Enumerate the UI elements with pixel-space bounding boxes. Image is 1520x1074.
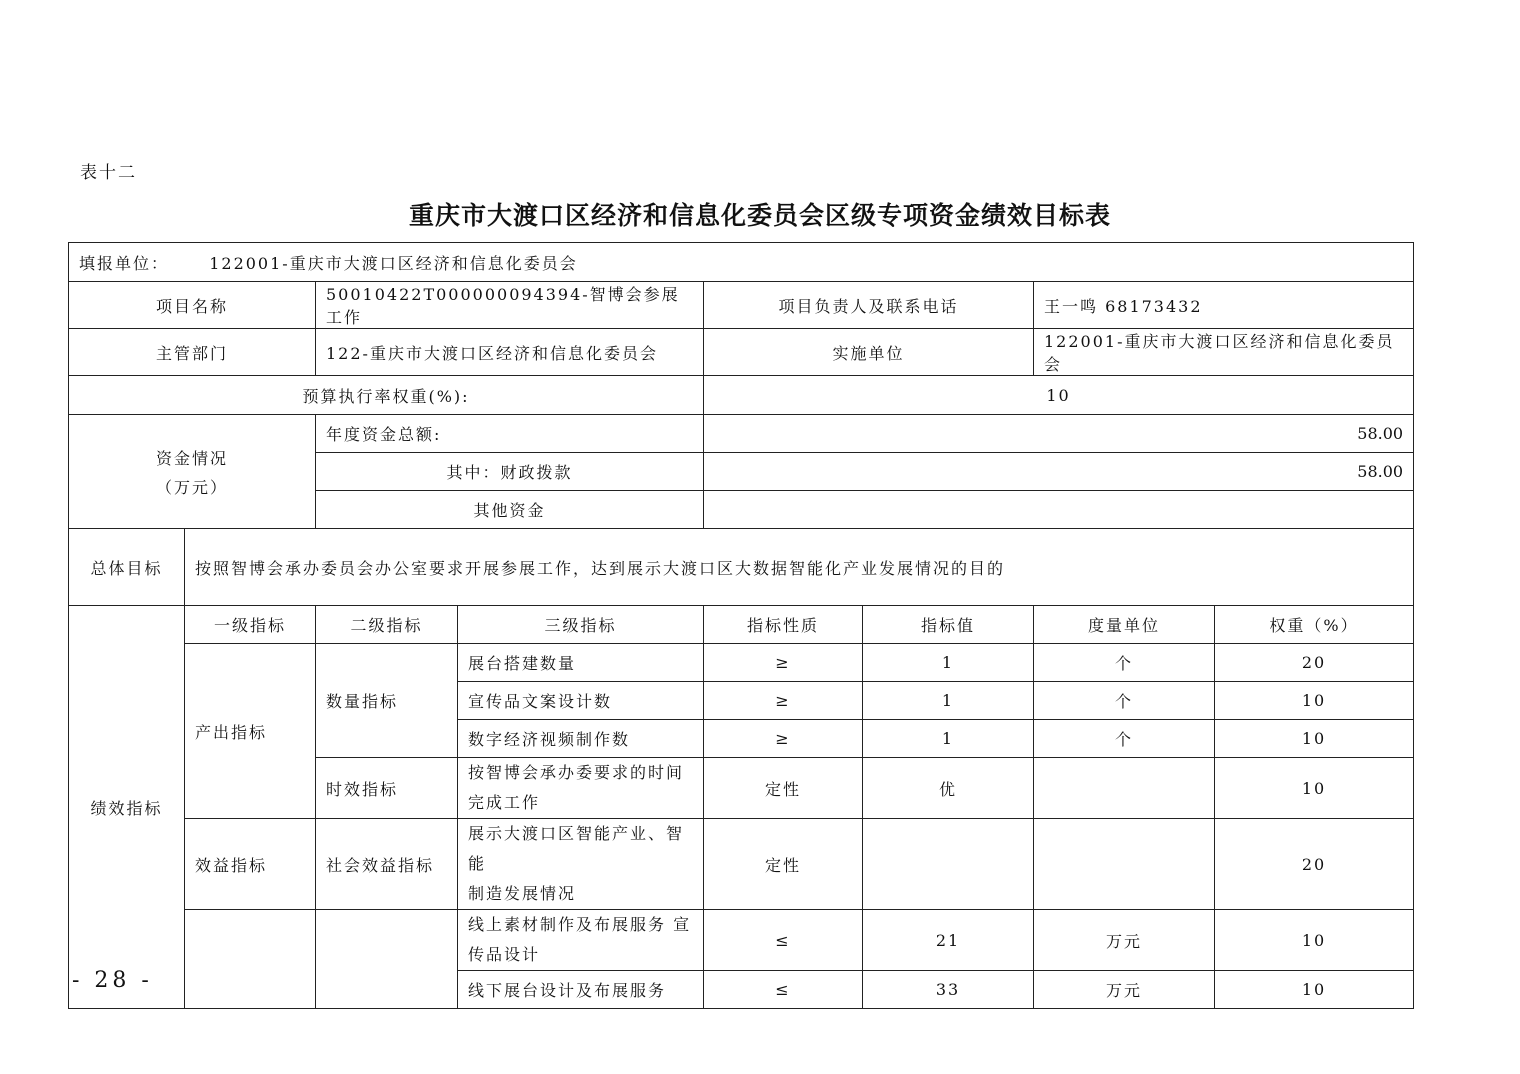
- indicator-weight: 10: [1215, 682, 1414, 720]
- indicator-name: 数字经济视频制作数: [458, 720, 704, 758]
- funds-total-row: [69, 415, 1414, 453]
- funds-label-line1: 资金情况: [155, 448, 228, 468]
- indicator-unit: 万元: [1034, 971, 1215, 1009]
- table-row: [69, 819, 1414, 910]
- funds-other-value: [704, 491, 1414, 529]
- indicator-unit: 个: [1034, 644, 1215, 682]
- indicator-nature: ≥: [704, 682, 863, 720]
- output-indicator-label: 产出指标: [185, 644, 316, 819]
- funds-other-label: 其他资金: [316, 491, 704, 529]
- indicator-value: 1: [863, 644, 1034, 682]
- indicator-weight: 20: [1215, 644, 1414, 682]
- header-unit: 度量单位: [1034, 606, 1215, 644]
- funds-fiscal-value: 58.00: [704, 453, 1414, 491]
- indicator-value: 1: [863, 720, 1034, 758]
- overall-goal-text: 按照智博会承办委员会办公室要求开展参展工作，达到展示大渡口区大数据智能化产业发展情况的目的: [185, 529, 1414, 606]
- indicator-name: [458, 758, 704, 819]
- indicator-value: 33: [863, 971, 1034, 1009]
- funds-total-value: 58.00: [704, 415, 1414, 453]
- indicator-value: 1: [863, 682, 1034, 720]
- funds-label: [69, 415, 316, 529]
- indicator-value: [863, 819, 1034, 910]
- indicator-name-line2: 传品设计: [468, 945, 541, 964]
- document-title: 重庆市大渡口区经济和信息化委员会区级专项资金绩效目标表: [408, 201, 1111, 230]
- indicator-name: [458, 819, 704, 910]
- indicator-weight: 10: [1215, 971, 1414, 1009]
- indicator-nature: ≥: [704, 720, 863, 758]
- table-row: [69, 910, 1414, 971]
- page-number: - 28 -: [72, 968, 153, 993]
- department-row: [69, 329, 1414, 376]
- indicator-name-line1: 按智博会承办委要求的时间: [468, 763, 685, 782]
- funds-label-line2: （万元）: [155, 477, 228, 497]
- filing-unit-row: [69, 243, 1414, 282]
- indicator-weight: 10: [1215, 910, 1414, 971]
- indicator-unit: 万元: [1034, 910, 1215, 971]
- indicator-weight: 10: [1215, 758, 1414, 819]
- header-value: 指标值: [863, 606, 1034, 644]
- indicator-nature: 定性: [704, 819, 863, 910]
- empty-level1-cell: [185, 910, 316, 1009]
- filing-unit-label: 填报单位：: [79, 253, 170, 273]
- indicator-weight: 10: [1215, 720, 1414, 758]
- header-level3: 三级指标: [458, 606, 704, 644]
- project-name-row: [69, 282, 1414, 329]
- filing-unit-cell: [69, 243, 1414, 282]
- project-name-label: 项目名称: [69, 282, 316, 329]
- indicator-name: 宣传品文案设计数: [458, 682, 704, 720]
- budget-weight-value: 10: [704, 376, 1414, 415]
- filing-unit-value: 122001-重庆市大渡口区经济和信息化委员会: [209, 253, 578, 273]
- project-contact-value: 王一鸣 68173432: [1034, 282, 1414, 329]
- funds-total-label: 年度资金总额:: [316, 415, 704, 453]
- indicator-nature: ≤: [704, 971, 863, 1009]
- indicator-name-line2: 完成工作: [468, 793, 541, 812]
- budget-weight-label: 预算执行率权重(%):: [69, 376, 704, 415]
- table-label: 表十二: [80, 163, 137, 183]
- overall-goal-row: [69, 529, 1414, 606]
- indicator-unit: 个: [1034, 682, 1215, 720]
- project-contact-label: 项目负责人及联系电话: [704, 282, 1034, 329]
- indicators-section-label: 绩效指标: [69, 606, 185, 1009]
- indicator-header-row: [69, 606, 1414, 644]
- implementing-unit-value: 122001-重庆市大渡口区经济和信息化委员会: [1034, 329, 1414, 376]
- budget-weight-row: [69, 376, 1414, 415]
- indicator-name-line1: 展示大渡口区智能产业、智能: [468, 824, 685, 873]
- benefit-indicator-label: 效益指标: [185, 819, 316, 910]
- table-row: [69, 644, 1414, 682]
- department-value: 122-重庆市大渡口区经济和信息化委员会: [316, 329, 704, 376]
- timeliness-indicator-label: 时效指标: [316, 758, 458, 819]
- indicator-nature: 定性: [704, 758, 863, 819]
- implementing-unit-label: 实施单位: [704, 329, 1034, 376]
- header-weight: 权重（%）: [1215, 606, 1414, 644]
- indicator-value: 优: [863, 758, 1034, 819]
- project-name-value: 50010422T000000094394-智博会参展工作: [316, 282, 704, 329]
- indicator-weight: 20: [1215, 819, 1414, 910]
- empty-level2-cell: [316, 910, 458, 1009]
- social-benefit-indicator-label: 社会效益指标: [316, 819, 458, 910]
- indicator-unit: [1034, 819, 1215, 910]
- overall-goal-label: 总体目标: [69, 529, 185, 606]
- indicator-name: [458, 910, 704, 971]
- indicator-value: 21: [863, 910, 1034, 971]
- header-level1: 一级指标: [185, 606, 316, 644]
- indicator-unit: 个: [1034, 720, 1215, 758]
- indicator-name-line2: 制造发展情况: [468, 884, 577, 903]
- header-nature: 指标性质: [704, 606, 863, 644]
- indicator-nature: ≤: [704, 910, 863, 971]
- funds-fiscal-label: 其中：财政拨款: [316, 453, 704, 491]
- performance-target-table: [68, 242, 1414, 1009]
- indicator-nature: ≥: [704, 644, 863, 682]
- indicator-name: 线下展台设计及布展服务: [458, 971, 704, 1009]
- header-level2: 二级指标: [316, 606, 458, 644]
- indicator-unit: [1034, 758, 1215, 819]
- quantity-indicator-label: 数量指标: [316, 644, 458, 758]
- indicator-name-line1: 线上素材制作及布展服务 宣: [468, 915, 692, 934]
- indicator-name: 展台搭建数量: [458, 644, 704, 682]
- department-label: 主管部门: [69, 329, 316, 376]
